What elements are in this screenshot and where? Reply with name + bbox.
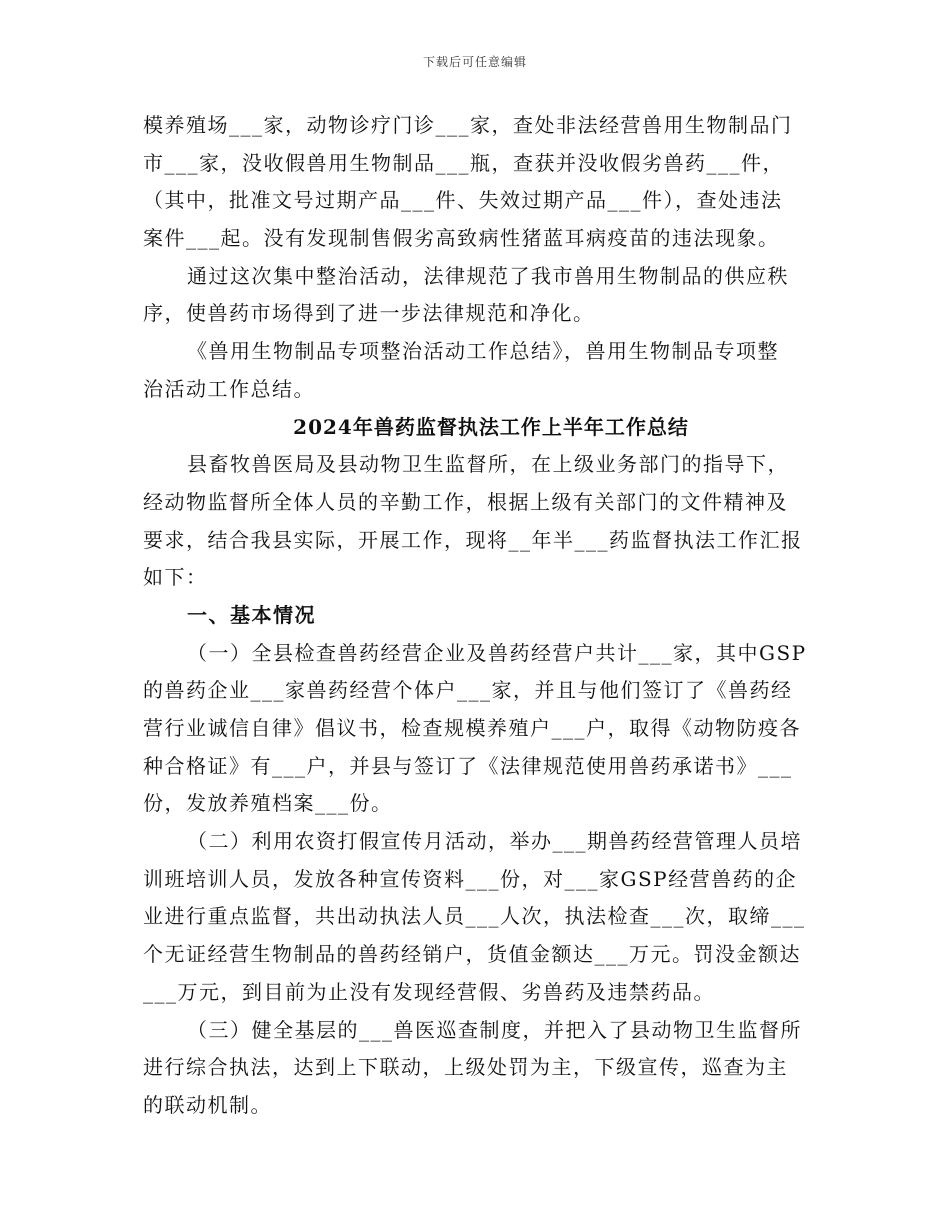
document-title: 2024年兽药监督执法工作上半年工作总结 bbox=[293, 414, 689, 439]
paragraph-line: 市___家，没收假兽用生物制品___瓶，查获并没收假劣兽药___件， bbox=[143, 150, 784, 175]
paragraph-line: 个无证经营生物制品的兽药经销户，货值金额达___万元。罚没金额达 bbox=[143, 942, 801, 967]
paragraph-line: （二）利用农资打假宣传月活动，举办___期兽药经营管理人员培 bbox=[187, 829, 802, 854]
paragraph-line: 要求，结合我县实际，开展工作，现将__年半___药监督执法工作汇报 bbox=[143, 527, 803, 552]
paragraph-line: 进行综合执法，达到上下联动，上级处罚为主，下级宣传，巡查为主 bbox=[143, 1055, 788, 1080]
paragraph-line: （一）全县检查兽药经营企业及兽药经营户共计___家，其中GSP bbox=[187, 640, 807, 665]
paragraph-line: 案件___起。没有发现制售假劣高致病性猪蓝耳病疫苗的违法现象。 bbox=[143, 226, 780, 251]
paragraph-line: （其中，批准文号过期产品___件、失效过期产品___件），查处违法 bbox=[143, 188, 783, 213]
paragraph-line: 训班培训人员，发放各种宣传资料___份，对___家GSP经营兽药的企 bbox=[143, 866, 798, 891]
paragraph-line: 的兽药企业___家兽药经营个体户___家，并且与他们签订了《兽药经 bbox=[143, 678, 793, 703]
paragraph-line: 份，发放养殖档案___份。 bbox=[143, 791, 393, 816]
paragraph-line: 模养殖场___家，动物诊疗门诊___家，查处非法经营兽用生物制品门 bbox=[143, 113, 793, 137]
paragraph-line: 的联动机制。 bbox=[143, 1092, 272, 1117]
paragraph-line: 序，使兽药市场得到了进一步法律规范和净化。 bbox=[143, 301, 595, 326]
paragraph-line: 如下： bbox=[143, 565, 208, 590]
paragraph-line: 治活动工作总结。 bbox=[143, 376, 315, 401]
paragraph-line: 县畜牧兽医局及县动物卫生监督所，在上级业务部门的指导下， bbox=[187, 452, 789, 477]
page-header: 下载后可任意编辑 bbox=[422, 55, 527, 69]
document-body bbox=[143, 107, 823, 1125]
paragraph-line: 营行业诚信自律》倡议书，检查规模养殖户___户，取得《动物防疫各 bbox=[143, 716, 801, 740]
paragraph-line: 业进行重点监督，共出动执法人员___人次，执法检查___次，取缔___ bbox=[143, 904, 806, 929]
paragraph-line: 种合格证》有___户，并县与签订了《法律规范使用兽药承诺书》___ bbox=[143, 753, 793, 778]
paragraph-line: ___万元，到目前为止没有发现经营假、劣兽药及违禁药品。 bbox=[143, 979, 715, 1004]
paragraph-line: 通过这次集中整治活动，法律规范了我市兽用生物制品的供应秩 bbox=[187, 263, 789, 288]
paragraph-line: 《兽用生物制品专项整治活动工作总结》，兽用生物制品专项整 bbox=[187, 339, 779, 364]
section-heading: 一、基本情况 bbox=[187, 602, 316, 627]
paragraph-line: 经动物监督所全体人员的辛勤工作，根据上级有关部门的文件精神及 bbox=[143, 489, 788, 514]
paragraph-line: （三）健全基层的___兽医巡查制度，并把入了县动物卫生监督所 bbox=[187, 1017, 802, 1042]
